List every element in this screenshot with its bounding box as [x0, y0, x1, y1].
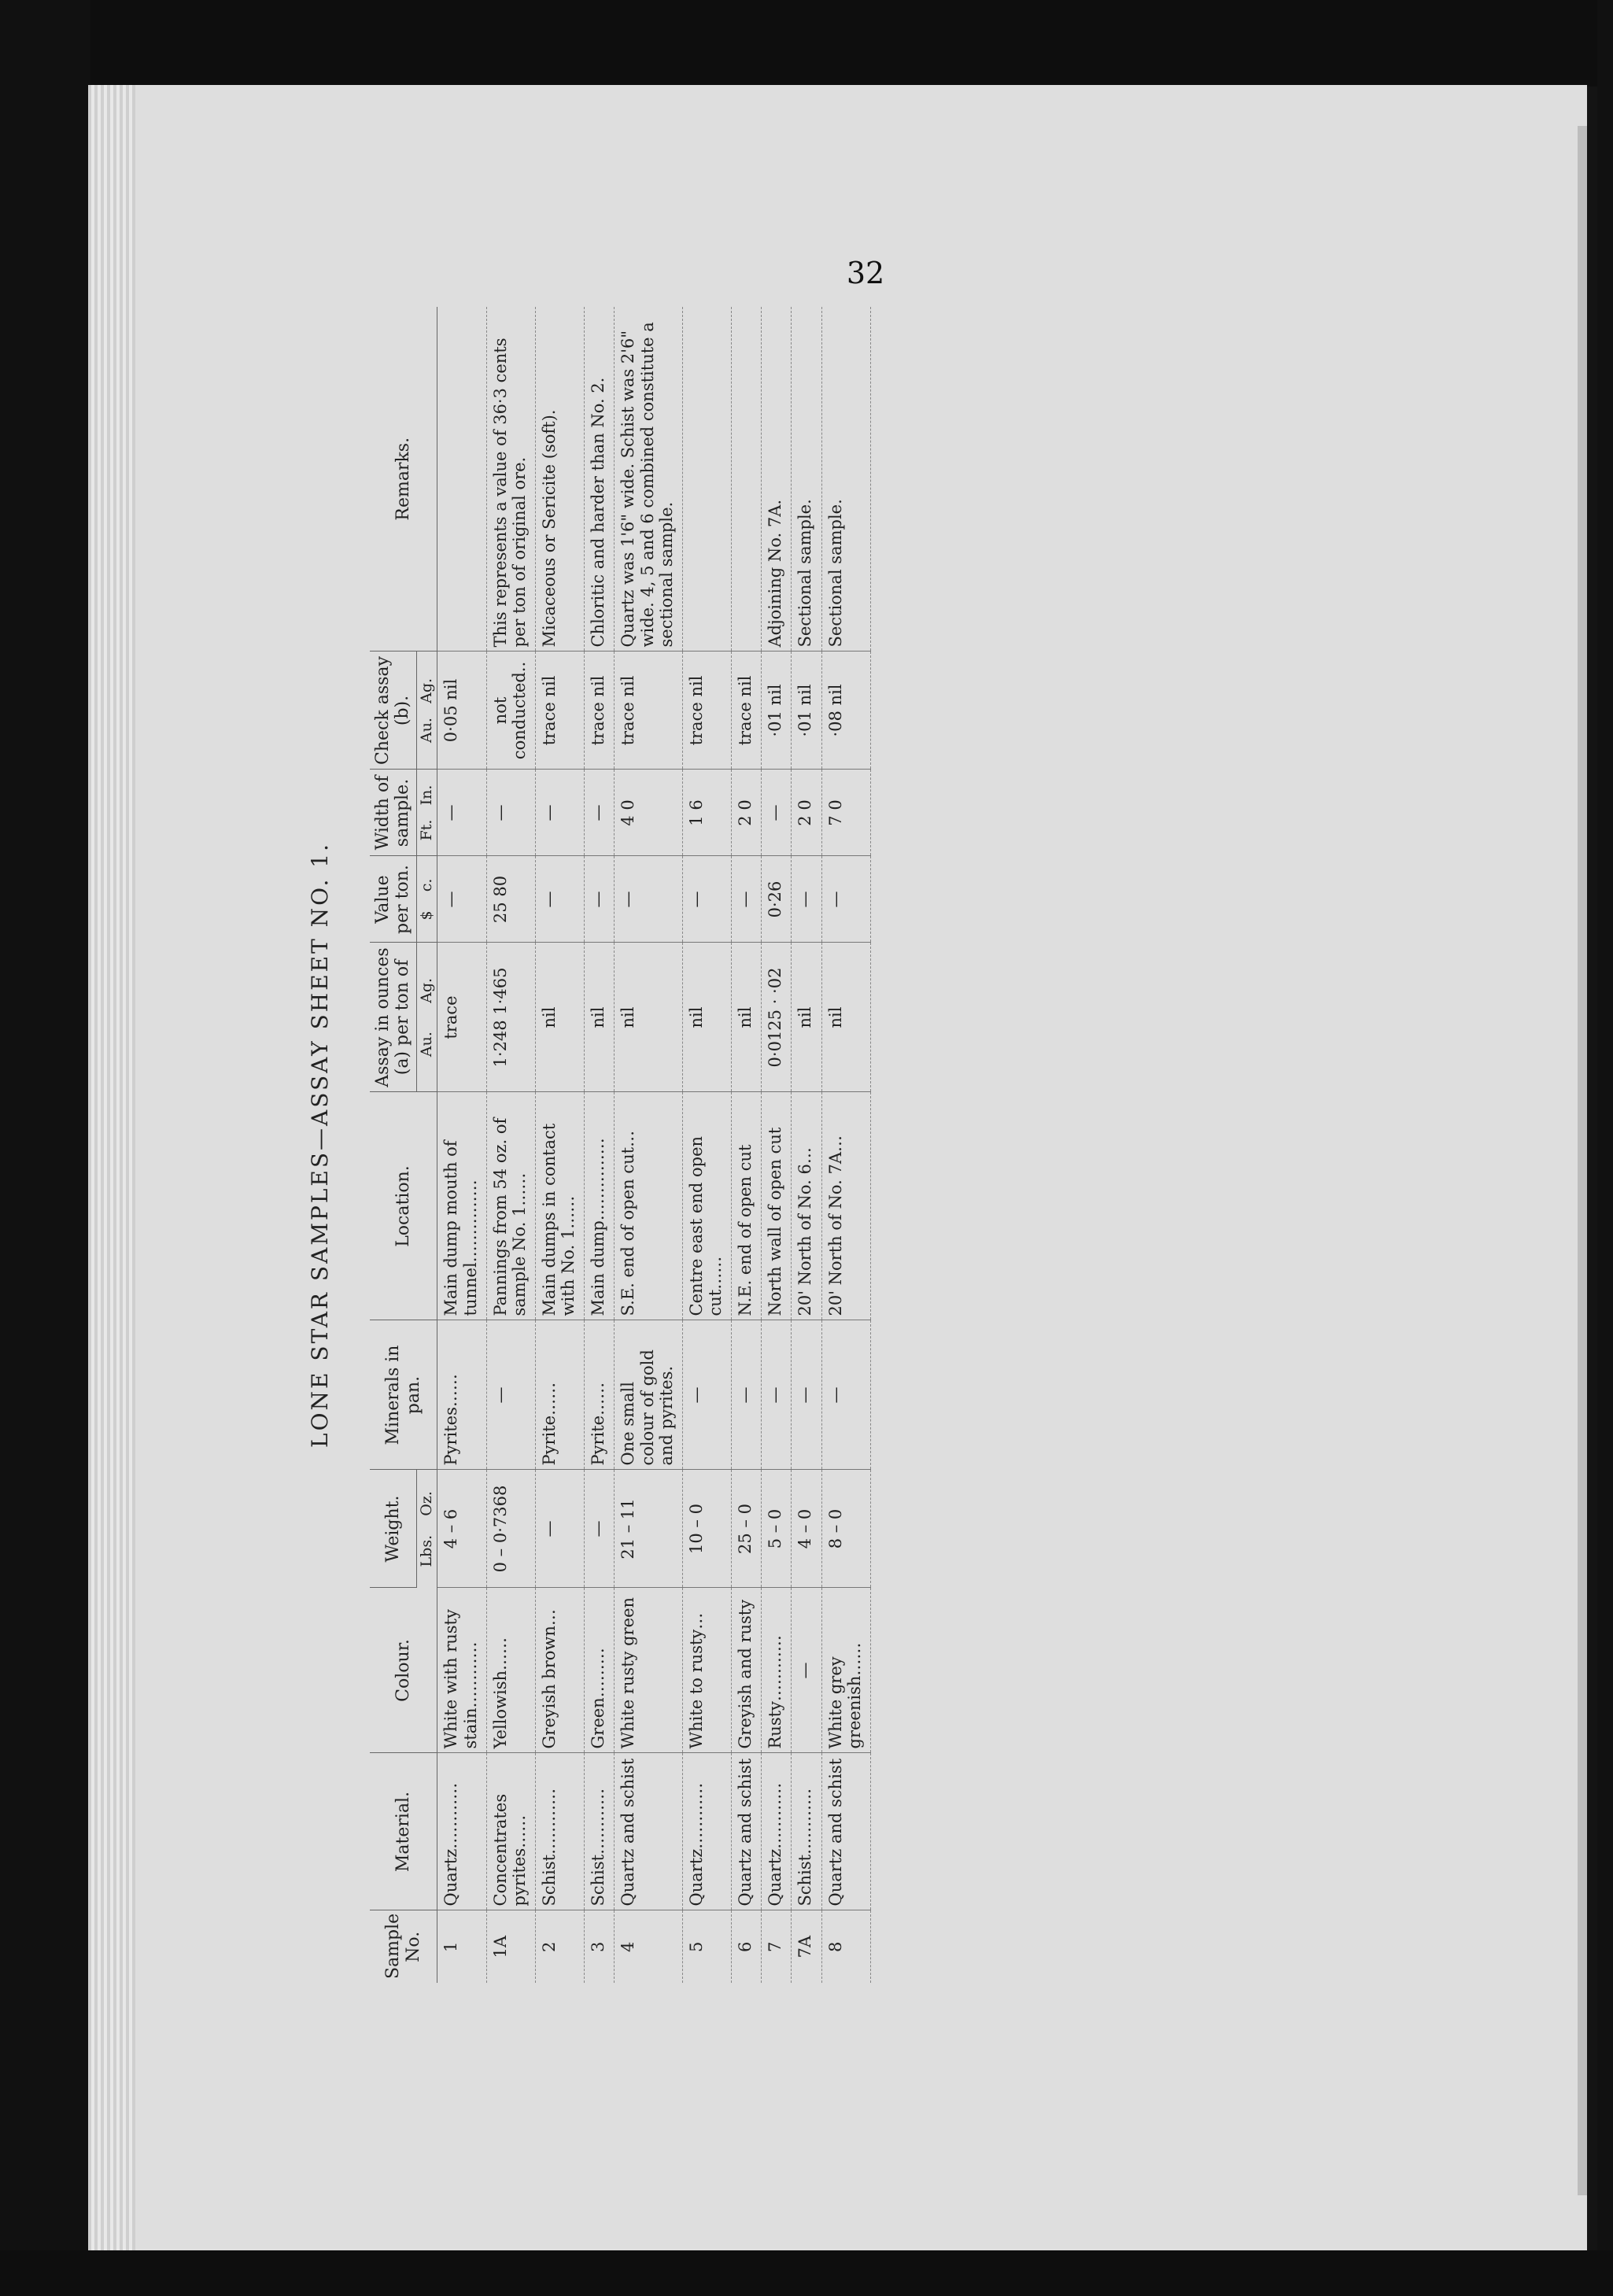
cell-weight: 0 – 0·7368: [486, 1470, 535, 1588]
page-binding-edge: [88, 85, 135, 2250]
cell-assay: trace: [437, 943, 486, 1092]
cell-minerals: —: [762, 1320, 792, 1470]
cell-sample-no: 5: [682, 1910, 731, 1983]
cell-assay: nil: [615, 943, 682, 1092]
cell-sample-no: 4: [615, 1910, 682, 1983]
cell-assay: nil: [536, 943, 585, 1092]
cell-colour: Green………: [585, 1588, 615, 1753]
table-row: [536, 307, 585, 1983]
cell-remarks: This represents a value of 36·3 cents per ton of original ore.: [486, 307, 535, 652]
cell-assay: nil: [682, 943, 731, 1092]
cell-assay: nil: [585, 943, 615, 1092]
table-row: [615, 307, 682, 1983]
cell-weight: —: [585, 1470, 615, 1588]
table-row: [821, 307, 870, 1983]
cell-value: —: [615, 856, 682, 943]
cell-assay: 0·0125 · ·02: [762, 943, 792, 1092]
cell-colour: White grey greenish……: [821, 1588, 870, 1753]
cell-weight: 25 – 0: [732, 1470, 762, 1588]
cell-location: Main dump……………: [585, 1092, 615, 1320]
subheader-width: [416, 770, 437, 856]
cell-sample-no: 3: [585, 1910, 615, 1983]
cell-width: 2 0: [732, 770, 762, 856]
table-row: [792, 307, 821, 1983]
cell-check: trace nil: [585, 652, 615, 770]
cell-check: ·01 nil: [762, 652, 792, 770]
cell-minerals: Pyrite……: [536, 1320, 585, 1470]
table-row: [732, 307, 762, 1983]
cell-material: Schist…………: [536, 1753, 585, 1910]
cell-width: —: [585, 770, 615, 856]
cell-width: 7 0: [821, 770, 870, 856]
cell-check: ·01 nil: [792, 652, 821, 770]
cell-minerals: —: [682, 1320, 731, 1470]
rotated-assay-sheet: [307, 307, 1408, 1983]
cell-material: Quartz and schist: [732, 1753, 762, 1910]
cell-remarks: Chloritic and harder than No. 2.: [585, 307, 615, 652]
header-weight: Weight.: [370, 1470, 416, 1588]
subheader-assay-au: Au.: [417, 1032, 435, 1058]
cell-remarks: Micaceous or Sericite (soft).: [536, 307, 585, 652]
cell-colour: —: [792, 1588, 821, 1753]
subheader-assay-ag: Ag.: [417, 977, 435, 1003]
cell-material: Schist…………: [792, 1753, 821, 1910]
subheader-ft: Ft.: [417, 819, 435, 841]
cell-remarks: [437, 307, 486, 652]
cell-weight: 5 – 0: [762, 1470, 792, 1588]
cell-sample-no: 7A: [792, 1910, 821, 1983]
cell-location: N.E. end of open cut: [732, 1092, 762, 1320]
cell-width: —: [762, 770, 792, 856]
header-width: Width of sample.: [370, 770, 416, 856]
sheet-title: LONE STAR SAMPLES—ASSAY SHEET NO. 1.: [307, 842, 333, 1448]
cell-value: —: [732, 856, 762, 943]
cell-assay: nil: [821, 943, 870, 1092]
cell-check: trace nil: [682, 652, 731, 770]
cell-minerals: —: [792, 1320, 821, 1470]
cell-check: 0·05 nil: [437, 652, 486, 770]
table-header-row: [370, 307, 416, 1983]
cell-sample-no: 1: [437, 1910, 486, 1983]
cell-remarks: Sectional sample.: [821, 307, 870, 652]
cell-value: —: [821, 856, 870, 943]
cell-minerals: —: [486, 1320, 535, 1470]
cell-remarks: Adjoining No. 7A.: [762, 307, 792, 652]
header-value: Value per ton.: [370, 856, 416, 943]
cell-value: —: [536, 856, 585, 943]
cell-minerals: —: [732, 1320, 762, 1470]
cell-material: Quartz and schist: [615, 1753, 682, 1910]
cell-material: Quartz…………: [682, 1753, 731, 1910]
subheader-check-au: Au.: [417, 718, 435, 744]
cell-assay: nil: [732, 943, 762, 1092]
header-location: Location.: [370, 1092, 437, 1320]
cell-weight: —: [536, 1470, 585, 1588]
cell-weight: 10 – 0: [682, 1470, 731, 1588]
header-check: Check assay (b).: [370, 652, 416, 770]
header-colour: Colour.: [370, 1588, 437, 1753]
cell-value: 0·26: [762, 856, 792, 943]
header-sample-no: Sample No.: [370, 1910, 437, 1983]
cell-location: Pannings from 54 oz. of sample No. 1……: [486, 1092, 535, 1320]
cell-check: trace nil: [536, 652, 585, 770]
cell-weight: 21 – 11: [615, 1470, 682, 1588]
cell-remarks: Quartz was 1'6" wide. Schist was 2'6" wide. 4, 5 and 6 combined constitute a sectional sample.: [615, 307, 682, 652]
cell-material: Concentrates pyrites……: [486, 1753, 535, 1910]
subheader-check-ag: Ag.: [417, 677, 435, 703]
cell-width: 1 6: [682, 770, 731, 856]
table-row: [762, 307, 792, 1983]
table-row: [682, 307, 731, 1983]
cell-check: ·08 nil: [821, 652, 870, 770]
cell-colour: Rusty…………: [762, 1588, 792, 1753]
cell-sample-no: 7: [762, 1910, 792, 1983]
scan-border-bottom: [0, 2250, 1613, 2296]
cell-check: trace nil: [732, 652, 762, 770]
cell-location: S.E. end of open cut…: [615, 1092, 682, 1320]
assay-table: [370, 307, 871, 1983]
cell-minerals: Pyrites……: [437, 1320, 486, 1470]
cell-width: —: [437, 770, 486, 856]
cell-sample-no: 2: [536, 1910, 585, 1983]
cell-remarks: Sectional sample.: [792, 307, 821, 652]
subheader-check: [416, 652, 437, 770]
page-fold: [1578, 126, 1587, 2195]
cell-value: —: [437, 856, 486, 943]
subheader-oz: Oz.: [417, 1491, 435, 1516]
cell-minerals: One small colour of gold and pyrites.: [615, 1320, 682, 1470]
cell-value: —: [682, 856, 731, 943]
subheader-in: In.: [417, 784, 435, 806]
cell-location: Main dump mouth of tunnel……………: [437, 1092, 486, 1320]
cell-material: Quartz…………: [437, 1753, 486, 1910]
cell-colour: Yellowish……: [486, 1588, 535, 1753]
cell-colour: White rusty green: [615, 1588, 682, 1753]
cell-check: not conducted..: [486, 652, 535, 770]
cell-material: Quartz and schist: [821, 1753, 870, 1910]
cell-sample-no: 6: [732, 1910, 762, 1983]
cell-material: Schist…………: [585, 1753, 615, 1910]
table-row: [486, 307, 535, 1983]
header-remarks: Remarks.: [370, 307, 437, 652]
subheader-value: [416, 856, 437, 943]
cell-location: 20' North of No. 7A…: [821, 1092, 870, 1320]
cell-value: 25 80: [486, 856, 535, 943]
table-row: [585, 307, 615, 1983]
cell-colour: White to rusty…: [682, 1588, 731, 1753]
subheader-cents: c.: [417, 878, 435, 892]
subheader-weight: [416, 1470, 437, 1588]
cell-colour: White with rusty stain…………: [437, 1588, 486, 1753]
cell-sample-no: 1A: [486, 1910, 535, 1983]
cell-location: Centre east end open cut……: [682, 1092, 731, 1320]
cell-width: —: [536, 770, 585, 856]
cell-value: —: [585, 856, 615, 943]
scan-border-right: [1597, 0, 1613, 2296]
cell-width: 2 0: [792, 770, 821, 856]
page-number: 32: [846, 256, 885, 290]
scan-border-left: [0, 0, 90, 2296]
cell-width: 4 0: [615, 770, 682, 856]
cell-check: trace nil: [615, 652, 682, 770]
cell-value: —: [792, 856, 821, 943]
cell-minerals: Pyrite……: [585, 1320, 615, 1470]
table-row: [437, 307, 486, 1983]
cell-remarks: [732, 307, 762, 652]
cell-width: —: [486, 770, 535, 856]
subheader-assay: [416, 943, 437, 1092]
cell-weight: 4 – 6: [437, 1470, 486, 1588]
cell-location: North wall of open cut: [762, 1092, 792, 1320]
cell-remarks: [682, 307, 731, 652]
scan-border-top: [0, 0, 1613, 87]
cell-sample-no: 8: [821, 1910, 870, 1983]
cell-weight: 8 – 0: [821, 1470, 870, 1588]
header-minerals: Minerals in pan.: [370, 1320, 437, 1470]
cell-material: Quartz…………: [762, 1753, 792, 1910]
cell-location: Main dumps in contact with No. 1……: [536, 1092, 585, 1320]
cell-weight: 4 – 0: [792, 1470, 821, 1588]
subheader-lbs: Lbs.: [417, 1534, 435, 1567]
cell-location: 20' North of No. 6…: [792, 1092, 821, 1320]
cell-colour: Greyish brown…: [536, 1588, 585, 1753]
subheader-dollars: $: [417, 910, 435, 921]
header-material: Material.: [370, 1753, 437, 1910]
cell-minerals: —: [821, 1320, 870, 1470]
cell-colour: Greyish and rusty: [732, 1588, 762, 1753]
header-assay: Assay in ounces (a) per ton of: [370, 943, 416, 1092]
cell-assay: 1·248 1·465: [486, 943, 535, 1092]
cell-assay: nil: [792, 943, 821, 1092]
